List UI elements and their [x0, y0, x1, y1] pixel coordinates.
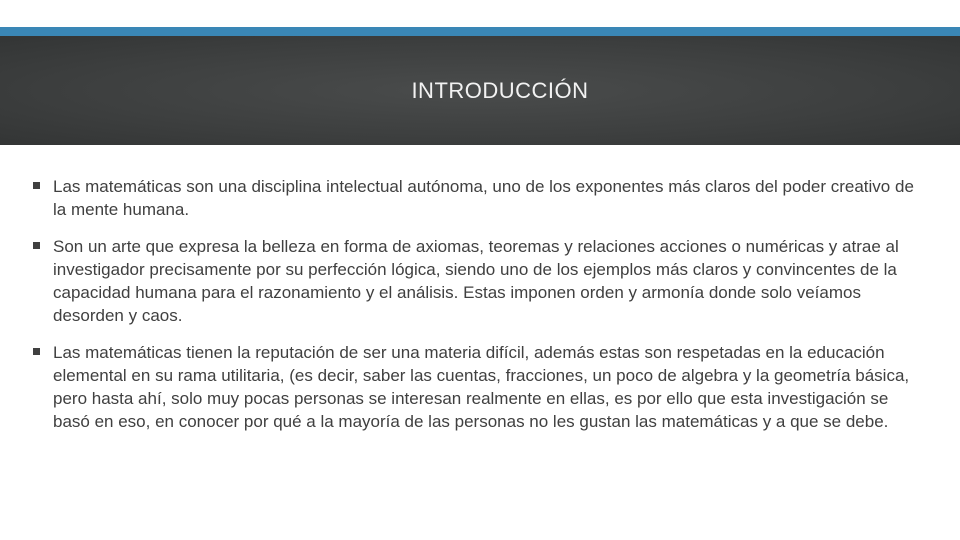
bullet-text: Son un arte que expresa la belleza en forma de axiomas, teoremas y relaciones acciones o numéricas y atrae al investigador precisamente por su perfección lógica, siendo uno de los ejemplos más claros y convincentes de la capacidad humana para el razonamiento y el análisis. Estas imponen orden y armonía donde solo veíamos desorden y caos. [53, 237, 899, 325]
bullet-list [33, 175, 928, 447]
slide-title-container [0, 36, 960, 145]
square-bullet-icon [33, 348, 40, 355]
bullet-item [33, 341, 928, 433]
slide-title: INTRODUCCIÓN [411, 77, 589, 103]
bullet-text: Las matemáticas son una disciplina intelectual autónoma, uno de los exponentes más claros del poder creativo de la mente humana. [53, 177, 914, 219]
header-band [0, 36, 960, 145]
bullet-item [33, 175, 928, 221]
bullet-item [33, 235, 928, 327]
accent-bar [0, 27, 960, 36]
square-bullet-icon [33, 242, 40, 249]
square-bullet-icon [33, 182, 40, 189]
bullet-text: Las matemáticas tienen la reputación de ser una materia difícil, además estas son respetadas en la educación elemental en su rama utilitaria, (es decir, saber las cuentas, fracciones, un poco de algebra y la geometría básica, pero hasta ahí, solo muy pocas personas se interesan realmente en ellas, es por ello que esta investigación se basó en eso, en conocer por qué a la mayoría de las personas no les gustan las matemáticas y a que se debe. [53, 343, 910, 431]
